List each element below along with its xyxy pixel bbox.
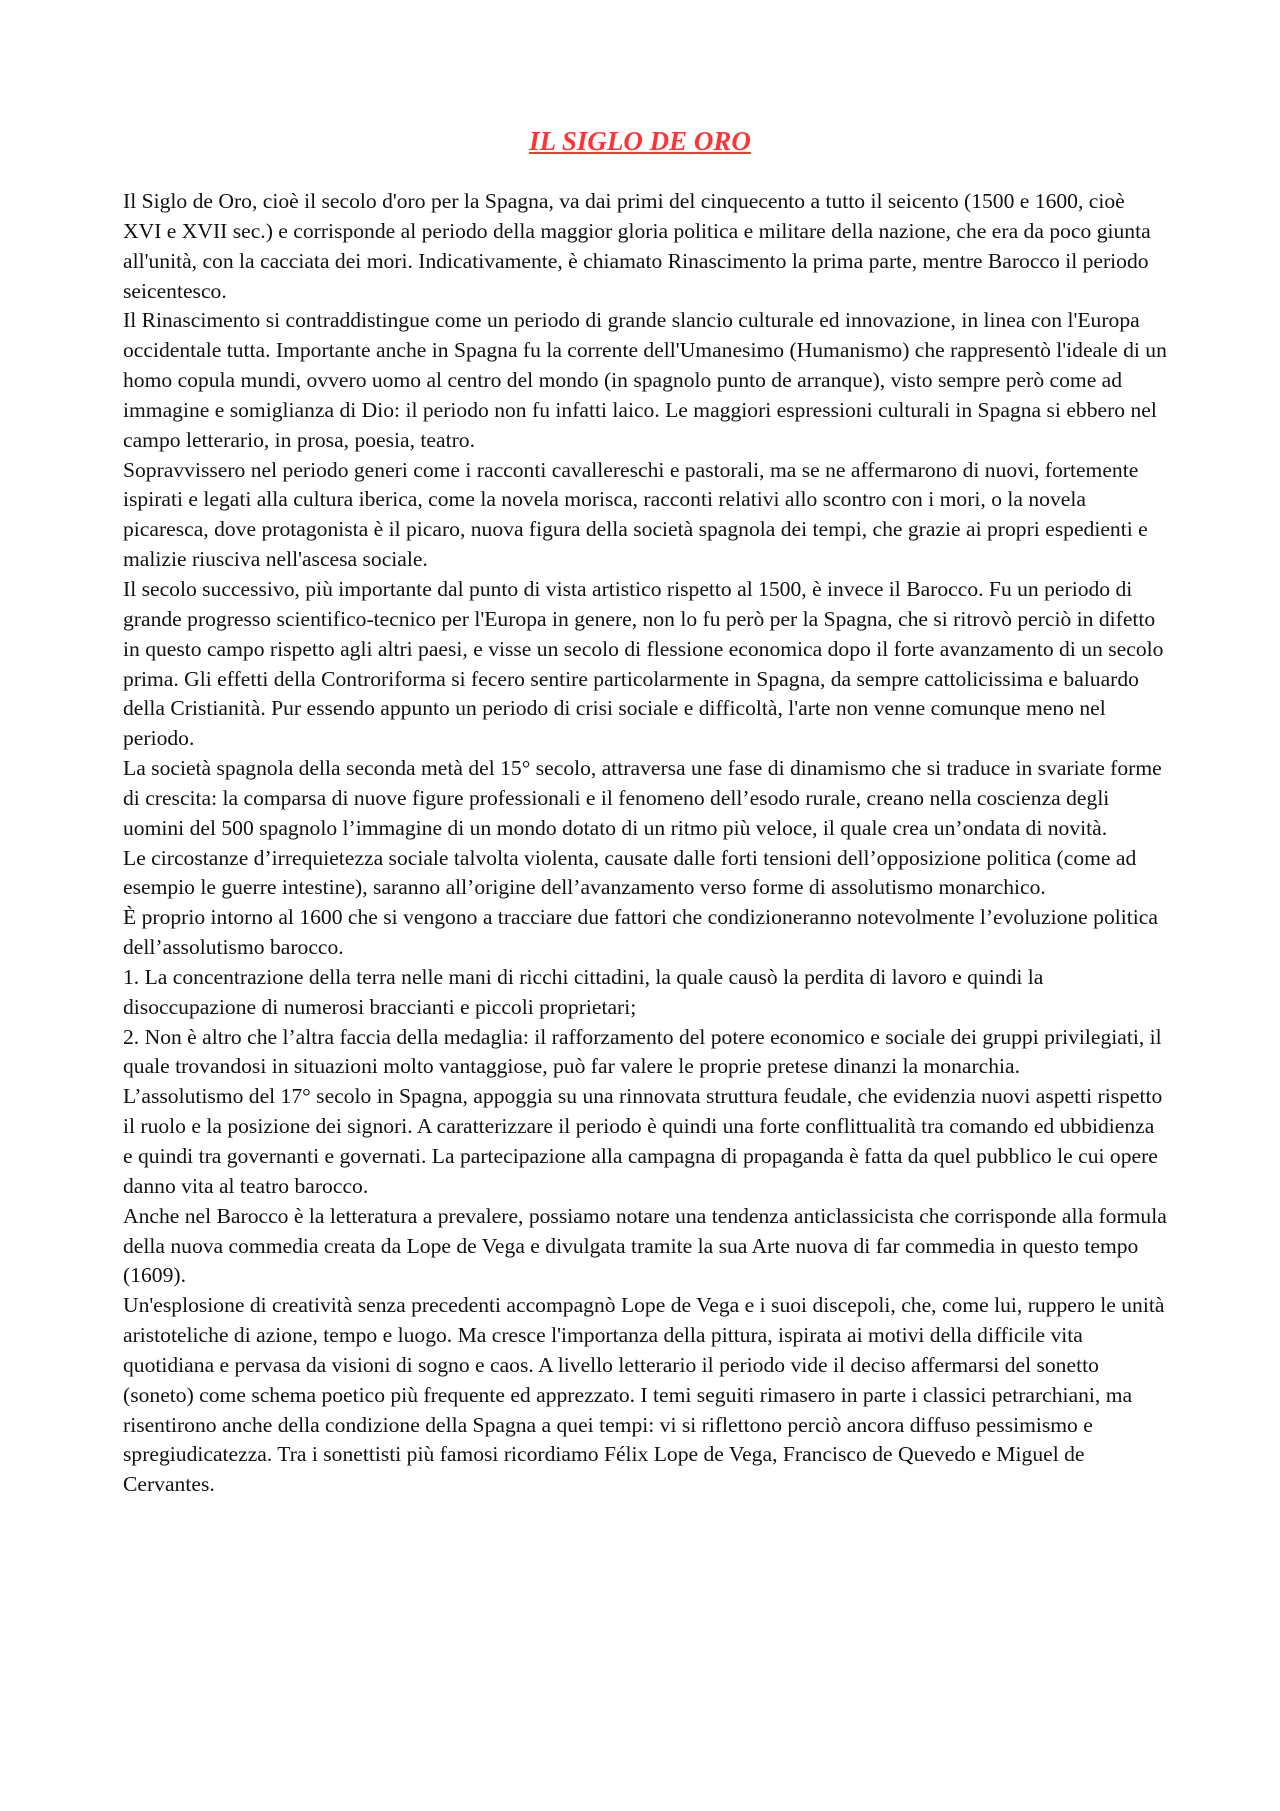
list-item-1: 1. La concentrazione della terra nelle mani di ricchi cittadini, la quale causò la perdita di lavoro e quindi la disoccupazione di numerosi braccianti e piccoli proprietari; bbox=[123, 964, 1044, 1019]
list-item-2: 2. Non è altro che l’altra faccia della medaglia: il rafforzamento del potere economico e sociale dei gruppi privilegiati, il quale trovandosi in situazioni molto vantaggiose, può far valere le proprie pretese dinanzi la monarchia. bbox=[123, 1024, 1162, 1079]
document-title: IL SIGLO DE ORO bbox=[529, 126, 751, 156]
paragraph-10: Un'esplosione di creatività senza precedenti accompagnò Lope de Vega e i suoi discepoli, che, come lui, ruppero le unità aristoteliche di azione, tempo e luogo. Ma cresce l'importanza della pittura, ispirata ai motivi della difficile vita quotidiana e pervasa da visioni di sogno e caos. A livello letterario il periodo vide il deciso affermarsi del sonetto (soneto) come schema poetico più frequente ed apprezzato. I temi seguiti rimasero in parte i classici petrarchiani, ma risentirono anche della condizione della Spagna a quei tempi: vi si riflettono perciò ancora diffuso pessimismo e spregiudicatezza. Tra i sonettisti più famosi ricordiamo Félix Lope de Vega, Francisco de Quevedo e Miguel de Cervantes. bbox=[123, 1293, 1165, 1497]
paragraph-8: L’assolutismo del 17° secolo in Spagna, appoggia su una rinnovata struttura feudale, che evidenzia nuovi aspetti rispetto il ruolo e la posizione dei signori. A caratterizzare il periodo è quindi una forte conflittualità tra comando ed ubbidienza e quindi tra governanti e governati. La partecipazione alla campagna di propaganda è fatta da quel pubblico le cui opere danno vita al teatro barocco. bbox=[123, 1084, 1163, 1198]
paragraph-2: Il Rinascimento si contraddistingue come un periodo di grande slancio culturale ed innovazione, in linea con l'Europa occidentale tutta. Importante anche in Spagna fu la corrente dell'Umanesimo (Humanismo) che rappresentò l'ideale di un homo copula mundi, ovvero uomo al centro del mondo (in spagnolo punto de arranque), visto sempre però come ad immagine e somiglianza di Dio: il periodo non fu infatti laico. Le maggiori espressioni culturali in Spagna si ebbero nel campo letterario, in prosa, poesia, teatro. bbox=[123, 308, 1167, 452]
document-body bbox=[123, 187, 1168, 1500]
paragraph-1: Il Siglo de Oro, cioè il secolo d'oro per la Spagna, va dai primi del cinquecento a tutto il seicento (1500 e 1600, cioè XVI e XVII sec.) e corrisponde al periodo della maggior gloria politica e militare della nazione, che era da poco giunta all'unità, con la cacciata dei mori. Indicativamente, è chiamato Rinascimento la prima parte, mentre Barocco il periodo seicentesco. bbox=[123, 189, 1151, 303]
paragraph-9: Anche nel Barocco è la letteratura a prevalere, possiamo notare una tendenza anticlassicista che corrisponde alla formula della nuova commedia creata da Lope de Vega e divulgata tramite la sua Arte nuova di far commedia in questo tempo (1609). bbox=[123, 1203, 1167, 1288]
paragraph-5: La società spagnola della seconda metà del 15° secolo, attraversa une fase di dinamismo che si traduce in svariate forme di crescita: la comparsa di nuove figure professionali e il fenomeno dell’esodo rurale, creano nella coscienza degli uomini del 500 spagnolo l’immagine di un mondo dotato di un ritmo più veloce, il quale crea un’ondata di novità. bbox=[123, 756, 1162, 840]
paragraph-4: Il secolo successivo, più importante dal punto di vista artistico rispetto al 1500, è invece il Barocco. Fu un periodo di grande progresso scientifico-tecnico per l'Europa in genere, non lo fu però per la Spagna, che si ritrovò perciò in difetto in questo campo rispetto agli altri paesi, e visse un secolo di flessione economica dopo il forte avanzamento di un secolo prima. Gli effetti della Controriforma si fecero sentire particolarmente in Spagna, da sempre cattolicissima e baluardo della Cristianità. Pur essendo appunto un periodo di crisi sociale e difficoltà, l'arte non venne comunque meno nel periodo. bbox=[123, 576, 1164, 751]
paragraph-3: Sopravvissero nel periodo generi come i racconti cavallereschi e pastorali, ma se ne affermarono di nuovi, fortemente ispirati e legati alla cultura iberica, come la novela morisca, racconti relativi allo scontro con i mori, o la novela picaresca, dove protagonista è il picaro, nuova figura della società spagnola dei tempi, che grazie ai propri espedienti e malizie riusciva nell'ascesa sociale. bbox=[123, 457, 1148, 572]
paragraph-7: È proprio intorno al 1600 che si vengono a tracciare due fattori che condizioneranno notevolmente l’evoluzione politica dell’assolutismo barocco. bbox=[123, 905, 1158, 960]
paragraph-6: Le circostanze d’irrequietezza sociale talvolta violenta, causate dalle forti tensioni dell’opposizione politica (come ad esempio le guerre intestine), saranno all’origine dell’avanzamento verso forme di assolutismo monarchico. bbox=[123, 845, 1137, 900]
